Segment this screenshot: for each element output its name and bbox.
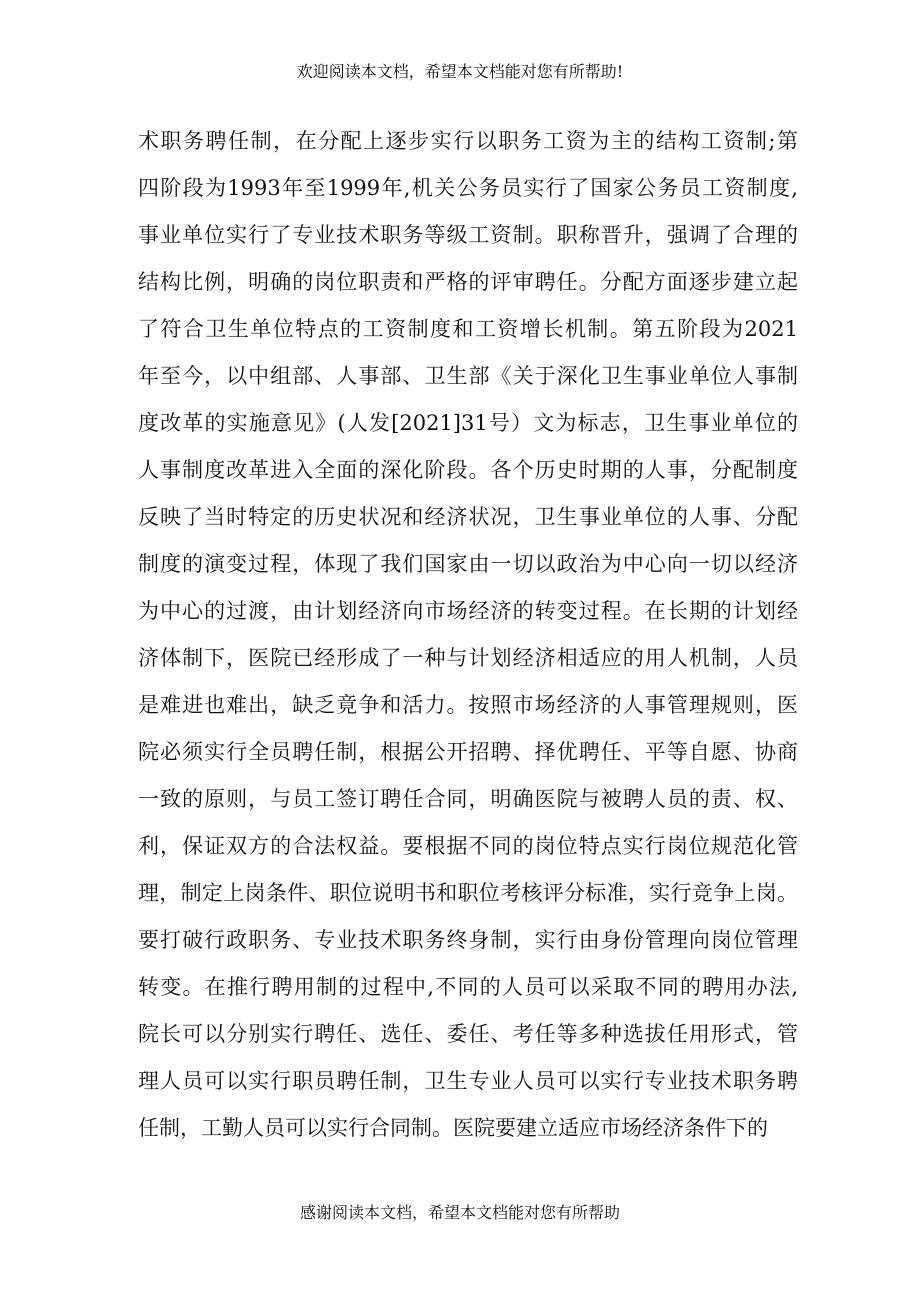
text-line: 了符合卫生单位特点的工资制度和工资增长机制。第五阶段为2021 [138,317,798,341]
page-header: 欢迎阅读本文档，希望本文档能对您有所帮助! [296,62,624,81]
text-line: 理，制定上岗条件、职位说明书和职位考核评分标准，实行竞争上岗。 [138,881,798,905]
text-line: 院长可以分别实行聘任、选任、委任、考任等多种选拔任用形式，管 [138,1022,798,1046]
text-line: 人事制度改革进入全面的深化阶段。各个历史时期的人事，分配制度 [138,458,798,482]
text-line: 反映了当时特定的历史状况和经济状况，卫生事业单位的人事、分配 [138,505,798,529]
text-line: 制度的演变过程，体现了我们国家由一切以政治为中心向一切以经济 [138,552,798,576]
text-line: 事业单位实行了专业技术职务等级工资制。职称晋升，强调了合理的 [138,223,798,247]
text-line: 一致的原则，与员工签订聘任合同，明确医院与被聘人员的责、权、 [138,787,798,811]
text-line: 度改革的实施意见》(人发[2021]31号）文为标志，卫生事业单位的 [138,411,798,435]
text-line: 为中心的过渡，由计划经济向市场经济的转变过程。在长期的计划经 [138,599,798,623]
text-line: 要打破行政职务、专业技术职务终身制，实行由身份管理向岗位管理 [138,928,798,952]
text-line: 济体制下，医院已经形成了一种与计划经济相适应的用人机制，人员 [138,646,798,670]
page-footer: 感谢阅读本文档，希望本文档能对您有所帮助 [299,1203,620,1222]
text-line: 任制，工勤人员可以实行合同制。医院要建立适应市场经济条件下的 [138,1116,768,1140]
text-line: 院必须实行全员聘任制，根据公开招聘、择优聘任、平等自愿、协商 [138,740,798,764]
text-line: 利，保证双方的合法权益。要根据不同的岗位特点实行岗位规范化管 [138,834,798,858]
text-line: 四阶段为1993年至1999年,机关公务员实行了国家公务员工资制度, [138,176,798,200]
text-line: 结构比例，明确的岗位职责和严格的评审聘任。分配方面逐步建立起 [138,270,798,294]
text-line: 年至今，以中组部、人事部、卫生部《关于深化卫生事业单位人事制 [138,364,798,388]
text-line: 术职务聘任制，在分配上逐步实行以职务工资为主的结构工资制;第 [138,129,798,153]
text-line: 转变。在推行聘用制的过程中,不同的人员可以采取不同的聘用办法, [138,975,798,999]
text-line: 是难进也难出，缺乏竟争和活力。按照市场经济的人事管理规则，医 [138,693,798,717]
document-body [138,118,798,1152]
text-line: 理人员可以实行职员聘任制，卫生专业人员可以实行专业技术职务聘 [138,1069,798,1093]
